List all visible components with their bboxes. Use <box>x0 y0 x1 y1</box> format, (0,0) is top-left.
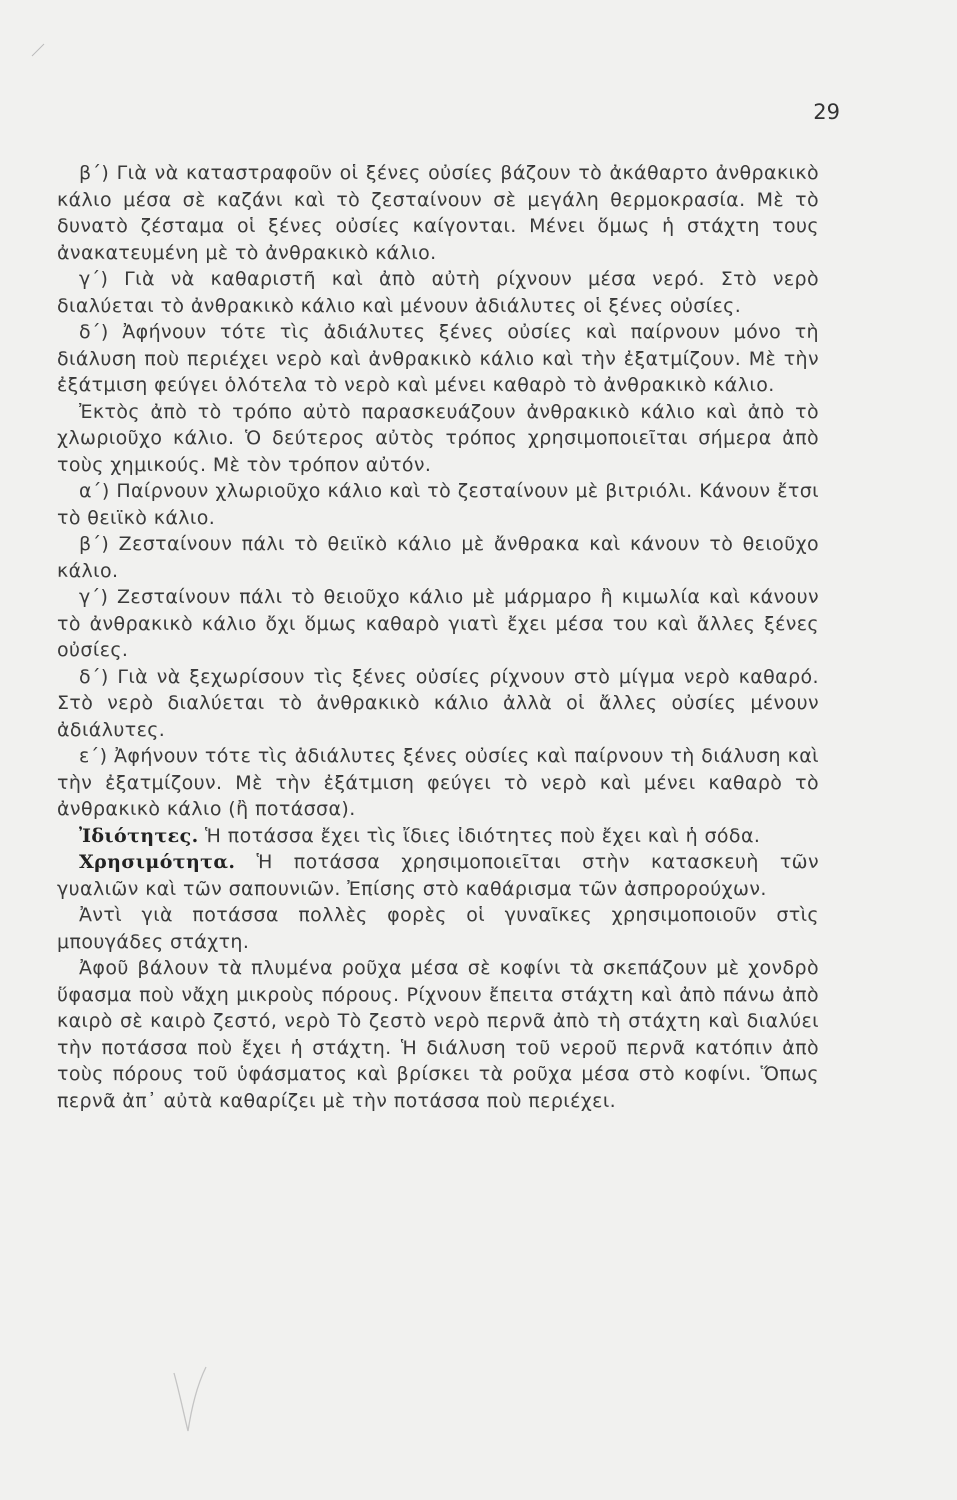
page-number: 29 <box>813 100 840 124</box>
paragraph-beta: β΄) Γιὰ νὰ καταστραφοῦν οἱ ξένες οὐσίες βάζουν τὸ ἀκάθαρτο ἀνθρακικὸ κάλιο μέσα σὲ καζάνι καὶ τὸ ζεσταίνουν σὲ μεγάλη θερμοκρασία. Μὲ τὸ δυνατὸ ζέσταμα οἱ ξένες οὐσίες καίγονται. Μένει ὅμως ἡ στάχτη τους ἀνακατευμένη μὲ τὸ ἀνθρακικὸ κάλιο. <box>57 162 819 264</box>
corner-pencil-mark <box>30 40 50 60</box>
properties-text: Ἡ ποτάσσα ἔχει τὶς ἴδιες ἰδιότητες ποὺ ἔχει καὶ ἡ σόδα. <box>198 824 761 847</box>
page-body <box>57 160 819 1114</box>
paragraph-ash-process: Ἀφοῦ βάλουν τὰ πλυμένα ροῦχα μέσα σὲ κοφίνι τὰ σκεπάζουν μὲ χονδρὸ ὕφασμα ποὺ νἄχη μικροὺς πόρους. Ρίχνουν ἔπειτα στάχτη καὶ ἀπὸ πάνω ἀπὸ καιρὸ σὲ καιρὸ ζεστό, νερὸ Τὸ ζεστὸ νερὸ περνᾶ ἀπὸ τὴ στάχτη καὶ διαλύει τὴν ποτάσσα ποὺ ἔχει ἡ στάχτη. Ἡ διάλυση τοῦ νεροῦ περνᾶ κατόπιν ἀπὸ τοὺς πόρους τοῦ ὑφάσματος καὶ βρίσκει τὰ ροῦχα μέσα στὸ κοφίνι. Ὅπως περνᾶ ἀπ᾽ αὐτὰ καθαρίζει μὲ τὴν ποτάσσα ποὺ περιέχει. <box>57 957 819 1112</box>
paragraph-gamma: γ΄) Γιὰ νὰ καθαριστῆ καὶ ἀπὸ αὐτὴ ρίχνουν μέσα νερό. Στὸ νερὸ διαλύεται τὸ ἀνθρακικὸ κάλιο καὶ μένουν ἀδιάλυτες οἱ ξένες οὐσίες. <box>57 268 819 317</box>
paragraph-usefulness <box>57 849 819 902</box>
paragraph-ash-usage: Ἀντὶ γιὰ ποτάσσα πολλὲς φορὲς οἱ γυναῖκες χρησιμοποιοῦν στὶς μπουγάδες στάχτη. <box>57 904 819 953</box>
paragraph-step-alpha: α΄) Παίρνουν χλωριοῦχο κάλιο καὶ τὸ ζεσταίνουν μὲ βιτριόλι. Κάνουν ἔτσι τὸ θειϊκὸ κάλιο. <box>57 480 819 529</box>
paragraph-alternative-method: Ἐκτὸς ἀπὸ τὸ τρόπο αὐτὸ παρασκευάζουν ἀνθρακικὸ κάλιο καὶ ἀπὸ τὸ χλωριοῦχο κάλιο. Ὁ δεύτερος αὐτὸς τρόπος χρησιμοποιεῖται σήμερα ἀπὸ τοὺς χημικούς. Μὲ τὸν τρόπον αὐτόν. <box>57 400 819 476</box>
usefulness-heading: Χρησιμότητα. <box>79 851 236 873</box>
properties-heading: Ἰδιότητες. <box>79 824 199 847</box>
paragraph-properties <box>57 823 819 850</box>
paragraph-delta: δ΄) Ἀφήνουν τότε τὶς ἀδιάλυτες ξένες οὐσίες καὶ παίρνουν μόνο τὴ διάλυση ποὺ περιέχει νερὸ καὶ ἀνθρακικὸ κάλιο καὶ τὴν ἐξατμίζουν. Μὲ τὴν ἐξάτμιση φεύγει ὁλότελα τὸ νερὸ καὶ μένει καθαρὸ τὸ ἀνθρακικὸ κάλιο. <box>57 321 819 396</box>
pencil-check-mark <box>170 1365 210 1435</box>
paragraph-step-delta: δ΄) Γιὰ νὰ ξεχωρίσουν τὶς ξένες οὐσίες ρίχνουν στὸ μίγμα νερὸ καθαρό. Στὸ νερὸ διαλύεται τὸ ἀνθρακικὸ κάλιο ἀλλὰ οἱ ἄλλες οὐσίες μένουν ἀδιάλυτες. <box>57 665 819 741</box>
paragraph-step-beta: β΄) Ζεσταίνουν πάλι τὸ θειϊκὸ κάλιο μὲ ἄνθρακα καὶ κάνουν τὸ θειοῦχο κάλιο. <box>57 533 819 582</box>
paragraph-step-epsilon: ε΄) Ἀφήνουν τότε τὶς ἀδιάλυτες ξένες οὐσίες καὶ παίρνουν τὴ διάλυση καὶ τὴν ἐξατμίζουν. Μὲ τὴν ἐξάτμιση φεύγει τὸ νερὸ καὶ μένει καθαρὸ τὸ ἀνθρακικὸ κάλιο (ἢ ποτάσσα). <box>57 745 819 820</box>
usefulness-text: Ἡ ποτάσσα χρησιμοποιεῖται στὴν κατασκευὴ τῶν γυαλιῶν καὶ τῶν σαπουνιῶν. Ἐπίσης στὸ καθάρισμα τῶν ἀσπρορούχων. <box>57 851 819 900</box>
paragraph-step-gamma: γ΄) Ζεσταίνουν πάλι τὸ θειοῦχο κάλιο μὲ μάρμαρο ἢ κιμωλία καὶ κάνουν τὸ ἀνθρακικὸ κάλιο ὄχι ὅμως καθαρὸ γιατὶ ἔχει μέσα του καὶ ἄλλες ξένες οὐσίες. <box>57 586 819 661</box>
